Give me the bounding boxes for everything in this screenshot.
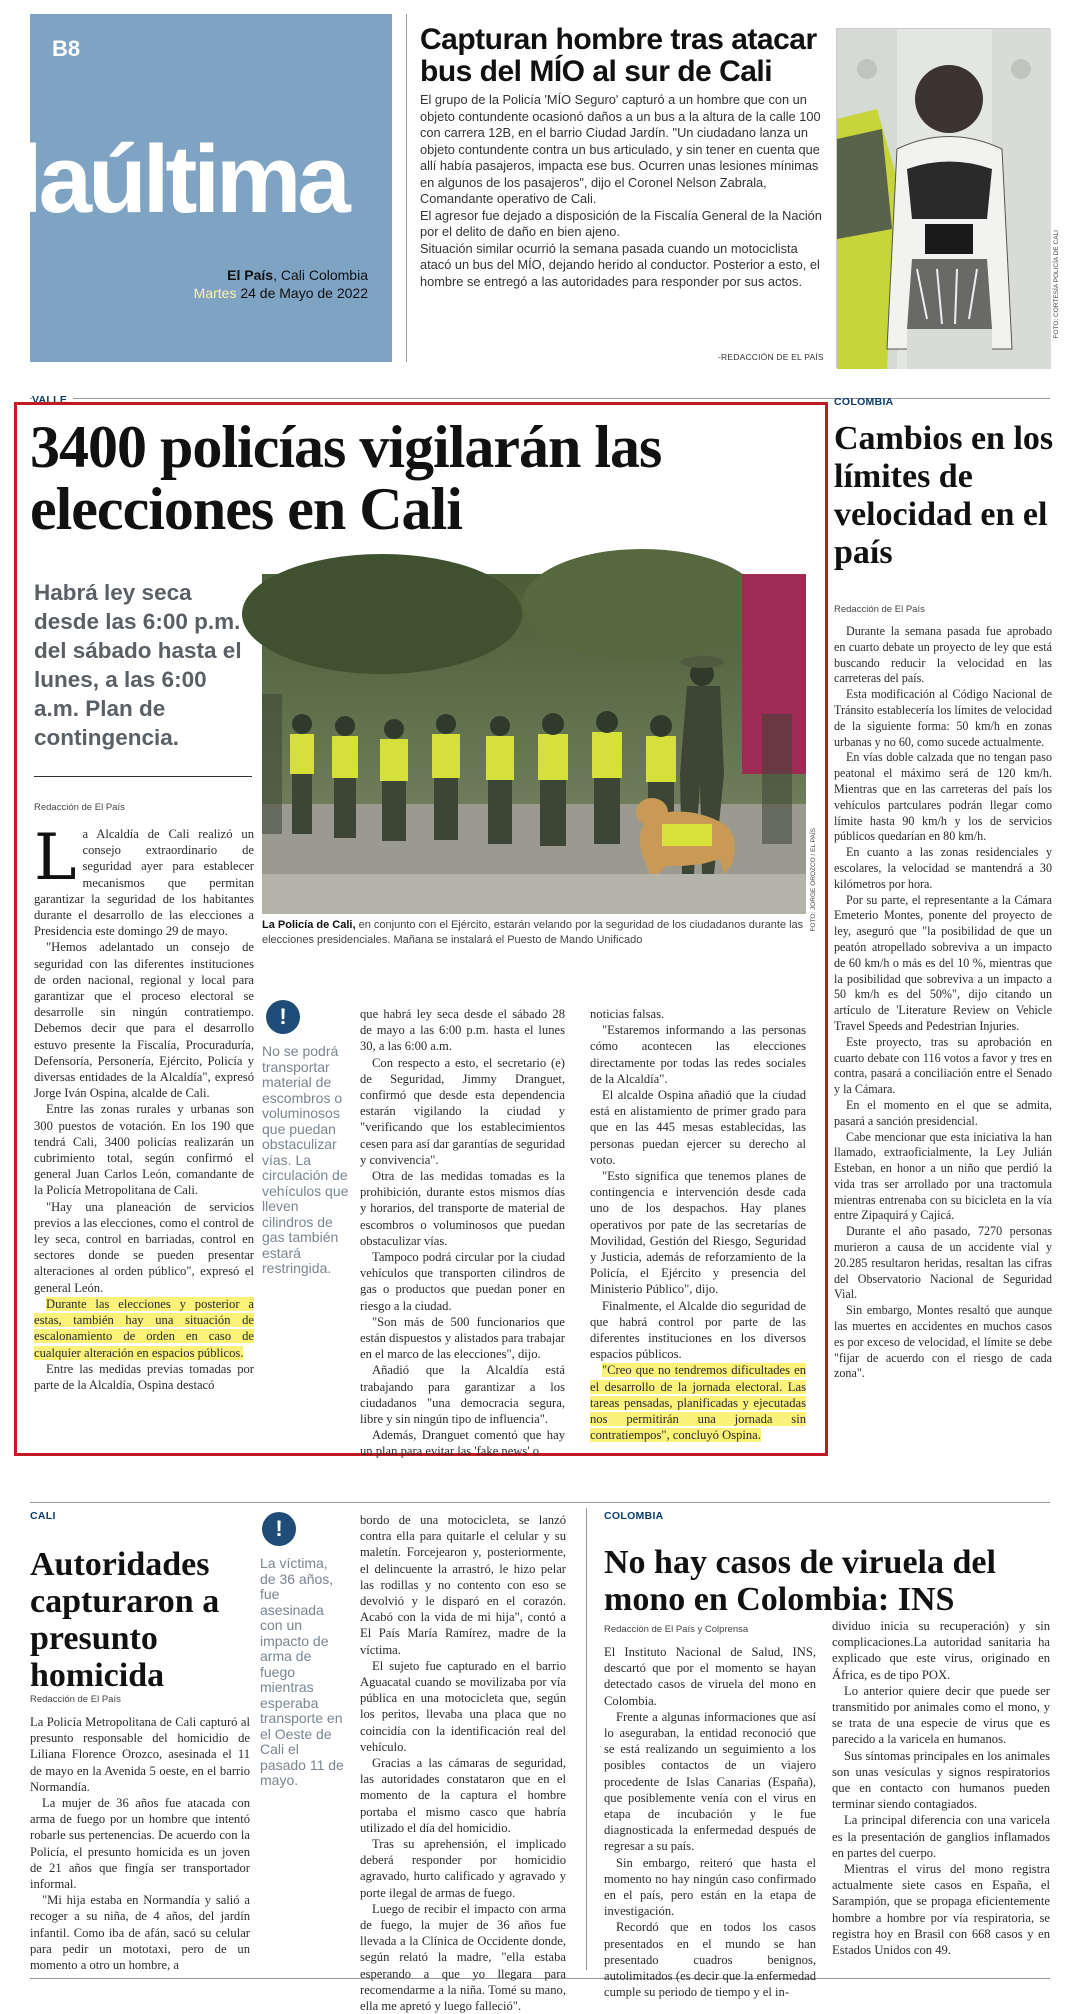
- caption-text: en conjunto con el Ejército, estarán velando por la seguridad de los ciudadanos durante las elecciones presidenciales. Mañana se instalará el Puesto de Mando Unificado: [262, 919, 804, 946]
- paragraph: Recordó que en todos los casos presentados en el mundo se han presentado cuadros benignos, autolimitados (es decir que la enfermedad cumple su periodo de tiempo y el in-: [604, 1920, 816, 2000]
- paragraph: dividuo inicia su recuperación) y sin complicaciones.La autoridad sanitaria ha explicado que este virus, originado en África, es de tipo POX.: [832, 1619, 1050, 1682]
- lead-text: a Alcaldía de Cali realizó un consejo extraordinario de seguridad ayer para establecer mecanismos que permitan garantizar la seguridad de los habitantes durante el desarrollo de las elecciones a Presidencia este domingo 29 de mayo.: [34, 827, 254, 939]
- paragraph: Entre las zonas rurales y urbanas son 300 puestos de votación. En los 190 que tendrá Cali, 3400 policías realizarán un cubrimiento total, según confirmó el general Juan Carlos León, comandante de la Policía Metropolitana de Cali.: [34, 1102, 254, 1198]
- bottom-left-col-1: [30, 1714, 250, 1973]
- column-divider: [586, 1508, 587, 1970]
- bottom-right-title: No hay casos de viruela del mono en Colombia: INS: [604, 1544, 996, 1618]
- paragraph: Con respecto a esto, el secretario (e) de Seguridad, Jimmy Dranguet, confirmó que desde esta dependencia estarán vigilando la ciudad y "verificando que los establecimientos cesen para así dar garantías de seguridad y convivencia".: [360, 1055, 565, 1167]
- main-col-3: [360, 1006, 565, 1460]
- paragraph: Tras su aprehensión, el implicado deberá responder por homicidio agravado, hurto calificado y agravado y porte ilegal de armas de fuego.: [360, 1837, 566, 1900]
- main-col-4: [590, 1006, 806, 1443]
- paragraph: El grupo de la Policía 'MÍO Seguro' capturó a un hombre que con un objeto contundente ocasionó daños a un bus a la altura de la calle 100 con carrera 12B, en el barrio Ciudad Jardín. "Un ciudadano lanza un objeto contundente contra un bus articulado, y sin tener en cuenta que allí había pasajeros, impacta ese bus. Ocurren unas lesiones mínimas en algunos de los pasajeros", dijo el Coronel Nelson Zabrala, Comandante operativo de Cali.: [420, 92, 821, 206]
- paragraph: Situación similar ocurrió la semana pasada cuando un motociclista atacó un bus del MÍO, dejando herido al conductor. Posterior a esto, el hombre se entregó a las autoridades para responder por sus actos.: [420, 240, 820, 289]
- top-story-title: Capturan hombre tras atacar bus del MÍO al sur de Cali: [420, 23, 817, 88]
- paragraph: Este proyecto, tras su aprobación en cuarto debate con 116 votos a favor y tres en contra, pasará a conciliación entre el Senado y la Cámara.: [834, 1034, 1052, 1097]
- side-story-body: [834, 624, 1052, 1382]
- main-story-deck: Habrá ley seca desde las 6:00 p.m. del sábado hasta el lunes, a las 6:00 a.m. Plan de contingencia.: [34, 580, 242, 750]
- masthead: [16, 14, 392, 362]
- section-logo: laúltima: [16, 126, 347, 233]
- city: , Cali Colombia: [273, 267, 368, 283]
- weekday: Martes: [193, 284, 237, 301]
- top-story-photo: [836, 28, 1050, 368]
- paragraph: Lo anterior quiere decir que puede ser transmitido por animales como el mono, y se trata de una especie de virus que es parecido a la varicela en humanos.: [832, 1683, 1050, 1747]
- paragraph: Cabe mencionar que esta iniciativa la han llamado, extraoficialmente, la Ley Julián Esteban, en honor a un niño que perdió la vida tras ser arrollado por una tractomula mientras entrenaba con su bicicleta en la vía entre Zipaquirá y Cajicá.: [834, 1129, 1052, 1223]
- alert-icon: !: [266, 1000, 300, 1034]
- police-formation-illustration: [262, 574, 806, 914]
- paragraph: Frente a algunas informaciones que así lo aseguraban, la entidad reconoció que se está realizando un seguimiento a los posibles contactos de un viajero procedente de Islas Canarias (España), que posiblemente venía con el virus en etapa de incubación y le fue diagnosticada la enfermedad después de regresar a su país.: [604, 1709, 816, 1854]
- paragraph: El alcalde Ospina añadió que la ciudad está en alistamiento de primer grado para que en las 445 mesas establecidas, las personas puedan ejercer su derecho al voto.: [590, 1088, 806, 1167]
- paragraph: La Policía Metropolitana de Cali capturó al presunto responsable del homicidio de Liliana Florence Orozco, asesinada el 11 de mayo en la Avenida 5 oeste, en el barrio Normandía.: [30, 1715, 250, 1794]
- main-story-photo: [262, 574, 806, 914]
- paragraph: bordo de una motocicleta, se lanzó contra ella para quitarle el celular y su maletín. Forcejearon y, posteriormente, el delincuente la arrastró, le hizo pelar las rodillas y no contento con eso se devolvió y le disparó en el corazón. Acabó con la vida de mi hija", contó a El País María Ramírez, madre de la víctima.: [360, 1513, 566, 1657]
- paragraph: Sin embargo, Montes resaltó que aunque las muertes en accidentes en muchos casos es por exceso de velocidad, el límite se debe "fijar de acuerdo con el riesgo de cada zona".: [834, 1303, 1052, 1381]
- main-photo-caption: [262, 918, 806, 948]
- caption-lead: La Policía de Cali,: [262, 919, 356, 931]
- paragraph: Durante la semana pasada fue aprobado en cuarto debate un proyecto de ley que está buscando reducir la velocidad en las carreteras del país.: [834, 624, 1052, 686]
- paragraph: La principal diferencia con una varicela es la presentación de ganglios inflamados en partes del cuerpo.: [832, 1813, 1050, 1860]
- bottom-right-byline: Redacción de El País y Colprensa: [604, 1624, 749, 1635]
- main-photo-credit: FOTO: JORGE OROZCO / EL PAÍS: [810, 828, 817, 932]
- deck-rule: [34, 776, 252, 777]
- paragraph: Otra de las medidas tomadas es la prohibición, durante estos mismos días y horarios, del transporte de material de escombros o voluminosos que puedan obstaculizar vías.: [360, 1169, 565, 1248]
- column-divider: [406, 14, 407, 362]
- side-story-title: Cambios en los límites de velocidad en el país: [834, 420, 1054, 571]
- main-story-byline: Redacción de El País: [34, 802, 125, 813]
- paragraph: Además, Dranguet comentó que hay un plan para evitar las 'fake news' o: [360, 1428, 565, 1459]
- paragraph: Sin embargo, reiteró que hasta el momento no hay ningún caso confirmado en el país, pero están en la etapa de investigación.: [604, 1855, 816, 1919]
- date: 24 de Mayo de 2022: [236, 284, 368, 301]
- paragraph: noticias falsas.: [590, 1007, 665, 1021]
- paper-name: El País: [227, 267, 274, 283]
- main-pullquote: No se podrá transportar material de escombros o voluminosos que puedan obstaculizar vías. La circulación de vehículos que lleven cilindros de gas también estará restringida.: [262, 1043, 349, 1276]
- bottom-left-byline: Redacción de El País: [30, 1694, 121, 1705]
- paragraph: Entre las medidas previas tomadas por parte de la Alcaldía, Ospina destacó: [34, 1361, 254, 1392]
- main-story-title: 3400 policías vigilarán las elecciones en Cali: [30, 414, 662, 542]
- paragraph: En el momento en el que se admita, pasará a sanción presidencial.: [834, 1097, 1052, 1128]
- paragraph: Esta modificación al Código Nacional de Tránsito establecería los límites de velocidad de la siguiente forma: 50 km/h en zonas urbanas y no 60, como sucede actualmente.: [834, 687, 1052, 749]
- paragraph: En vías doble calzada que no tengan paso peatonal el máximo será de 120 km/h. Mientras que en las carreteras del país los vehículos partculares podrán llegar como límite hasta 90 km/h y los de servicios públicos quedarían en 80 km/h.: [834, 750, 1052, 844]
- top-story-body: [420, 92, 826, 290]
- alert-icon: !: [262, 1512, 296, 1546]
- section-divider: [30, 398, 1050, 399]
- bottom-right-col-2: [832, 1618, 1050, 1958]
- highlighted-text: "Creo que no tendremos dificultades en el desarrollo de la jornada electoral. Las tareas pensadas, planificadas y ejecutadas nos permitirán una jornada sin contratiempos", concluyó Ospina.: [590, 1363, 806, 1443]
- main-section-tag: VALLE: [32, 394, 73, 406]
- bottom-left-section-tag: CALI: [30, 1510, 56, 1522]
- bottom-right-col-1: [604, 1644, 816, 2000]
- bottom-left-title: Autoridades capturaron a presunto homicida: [30, 1546, 220, 1694]
- highlighted-text: Durante las elecciones y posterior a estas, también hay una situación de escalonamiento de orden en caso de cualquier alteración en espacios públicos.: [34, 1296, 254, 1360]
- paragraph: Mientras el virus del mono registra actualmente siete casos en España, el Sarampión, que se propaga eficientemente hombre a hombre por vía respiratoria, se registra hoy en Brasil con 668 casos y en Estados Unidos con 49.: [832, 1862, 1050, 1958]
- paragraph: "Hay una planeación de servicios previos a las elecciones, como el control de ley seca, control en barriadas, control en sectores donde se pueden presentar alteraciones al orden público", expresó el general León.: [34, 1199, 254, 1295]
- paragraph: Durante el año pasado, 7270 personas murieron a causa de un accidente vial y 20.285 resultaron heridas, resaltan las cifras del Observatorio Nacional de Seguridad Vial.: [834, 1224, 1052, 1302]
- paragraph: que habrá ley seca desde el sábado 28 de mayo a las 6:00 p.m. hasta el lunes 30, a las 6:00 a.m.: [360, 1007, 565, 1054]
- paragraph: Gracias a las cámaras de seguridad, las autoridades constataron que en el momento de la captura el hombre portaba el mismo casco que habría utilizado el día del homicidio.: [360, 1756, 566, 1835]
- paragraph: El agresor fue dejado a disposición de la Fiscalía General de la Nación por el delito de daño en bien ajeno.: [420, 207, 822, 239]
- side-story-byline: Redacción de El País: [834, 604, 925, 615]
- section-divider: [30, 1502, 1050, 1503]
- bottom-left-col-2: [360, 1512, 566, 2014]
- publication-info: [194, 267, 368, 302]
- paragraph: Por su parte, el representante a la Cámara Emeterio Montes, ponente del proyecto de ley, aseguró que "la posibilidad de que un peatón atropellado sobreviva a un impacto de 60 km/h o más es del 10 %, mientras que la posibilidad que sobreviva a un impacto a 50 km/h es del 50%", dijo citando un artículo de 'Literature Review on Vehicle Travel Speeds and Pedestrian Injuries.: [834, 892, 1052, 1033]
- paragraph: El sujeto fue capturado en el barrio Aguacatal cuando se movilizaba por vía pública en una motocicleta que, según los peritos, llevaba una placa que no coincidía con la identificación real del vehículo.: [360, 1658, 566, 1754]
- paragraph: Sus síntomas principales en los animales son unas vesículas y signos respiratorios que en contacto con humanos pueden terminar siendo contagiados.: [832, 1748, 1050, 1812]
- main-col-1: [34, 821, 254, 1393]
- bottom-left-pullquote: La víctima, de 36 años, fue asesinada con un impacto de arma de fuego mientras esperaba transporte en el Oeste de Cali el pasado 11 de mayo.: [260, 1555, 344, 1788]
- paragraph: En cuanto a las zonas residenciales y escolares, la velocidad se mantendrá a 30 kilómetros por hora.: [834, 845, 1052, 891]
- side-section-tag: COLOMBIA: [834, 396, 894, 408]
- paragraph: "Mi hija estaba en Normandía y salió a recoger a su niña, de 4 años, del jardín infantil. Como iba de afán, sacó su celular para pedir un mototaxi, pero de un momento a otro un hombre, a: [30, 1893, 250, 1973]
- drop-cap: L: [34, 821, 77, 895]
- paragraph: La mujer de 36 años fue atacada con arma de fuego por un hombre que intentó robarle sus pertenencias. De acuerdo con la Policía, el presunto homicida es un joven de 21 años que fingía ser transportador informal.: [30, 1796, 250, 1892]
- paragraph: El Instituto Nacional de Salud, INS, descartó que por el momento se hayan detectado casos de viruela del mono en Colombia.: [604, 1645, 816, 1708]
- paragraph: "Estaremos informando a las personas cómo acontecen las elecciones directamente por todas las redes sociales de la Alcaldía".: [590, 1023, 806, 1086]
- lead-paragraph: [34, 821, 254, 939]
- top-photo-credit: FOTO: CORTESÍA POLICÍA DE CALI: [1053, 230, 1060, 339]
- paragraph: "Esto significa que tenemos planes de contingencia e intervención desde cada uno de los despachos. Hay planes operativos por pate de las secretarías de Movilidad, Gestión del Riesgo, Seguridad y Justicia, además de reforzamiento de la Policía, el Ejército y presencia del Ministerio Público", dijo.: [590, 1169, 806, 1297]
- bottom-right-section-tag: COLOMBIA: [604, 1510, 664, 1522]
- paragraph: "Hemos adelantado un consejo de seguridad con las diferentes instituciones de orden nacional, regional y local para garantizar que el proceso electoral se desarrolle sin ningún contratiempo. Debemos decir que para el desarrollo estuvo presente la Fiscalía, Procuraduría, Defensoría, Personería, Ejército, Policía y diversas entidades de la Alcaldía", expresó Jorge Iván Ospina, alcalde de Cali.: [34, 940, 254, 1101]
- detained-man-illustration: [837, 29, 1051, 369]
- paragraph: Luego de recibir el impacto con arma de fuego, la mujer de 36 años fue llevada a la Clínica de Occidente donde, según relató la madre, "ella estaba esperando a que yo llegara para recomendarme a la niña. Tomé su mano, ella me apretó y luego falleció".: [360, 1901, 566, 2014]
- top-story-credit: -REDACCIÓN DE EL PAÍS: [718, 352, 824, 362]
- paragraph: Añadió que la Alcaldía está trabajando para garantizar a los ciudadanos "una democracia segura, libre y sin ningún tipo de influencia".: [360, 1363, 565, 1427]
- paragraph: "Son más de 500 funcionarios que están dispuestos y alistados para trabajar en el marco de las elecciones", dijo.: [360, 1314, 565, 1362]
- paragraph: Tampoco podrá circular por la ciudad vehículos que transporten cilindros de gas o productos que puedan poner en riesgo a la ciudad.: [360, 1250, 565, 1313]
- page-number: B8: [52, 36, 81, 61]
- paragraph: Finalmente, el Alcalde dio seguridad de que habrá control por parte de las diferentes instituciones en los diversos espacios públicos.: [590, 1298, 806, 1362]
